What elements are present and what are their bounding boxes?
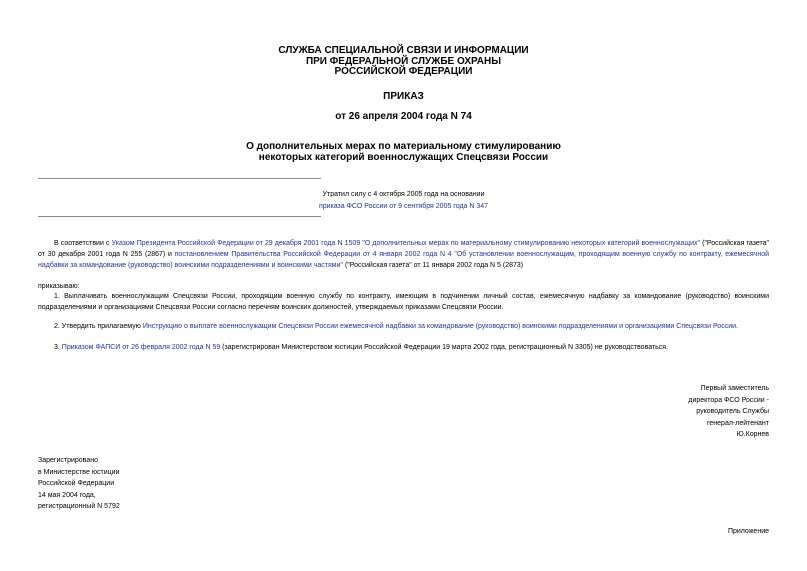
order-subject (0, 141, 807, 163)
signature-line-1: Первый заместитель (700, 385, 769, 392)
preamble-text-2: ("Российская газета" от 30 декабря 2001 года N 255 (2867) и (38, 240, 770, 258)
item-2 (38, 321, 769, 332)
preamble-text-1: В соответствии с (54, 240, 112, 247)
item-2-prefix: 2. Утвердить прилагаемую (54, 323, 143, 330)
preamble-text-3: ("Российская газета" от 11 января 2002 года N 5 (2873) (343, 262, 524, 269)
registration-line-1: Зарегистрировано (38, 457, 98, 464)
registration-number: регистрационный N 5792 (38, 503, 120, 510)
item-3-prefix: 3. (54, 344, 62, 351)
registration-block (38, 455, 238, 513)
registration-date: 14 мая 2004 года, (38, 491, 96, 499)
registration-line-3: Российской Федерации (38, 480, 115, 487)
issuer-line-1: СЛУЖБА СПЕЦИАЛЬНОЙ СВЯЗИ И ИНФОРМАЦИИ (278, 45, 529, 56)
subject-line-1: О дополнительных мерах по материальному стимулированию (246, 141, 561, 152)
signature-line-3: руководитель Службы (696, 408, 769, 415)
item-3-suffix: (зарегистрирован Министерством юстиции Российской Федерации 19 марта 2002 года, регистрационный N 3305) не руководствоваться. (220, 344, 669, 351)
decree-link[interactable]: Указом Президента Российской Федерации от 29 декабря 2001 года N 1509 "О дополнительных мерах по материальному стимулированию некоторых категорий военнослужащих" (111, 240, 700, 247)
item-3 (38, 342, 769, 353)
appendix-label: Приложение (727, 528, 769, 535)
signature-line-4: генерал-лейтенант (707, 419, 769, 427)
signature-name: Ю.Корнев (736, 431, 769, 438)
order-word: приказываю: (38, 283, 80, 290)
item-1: 1. Выплачивать военнослужащим Спецсвязи России, проходящим военную службу по контракту, имеющим в подчинении личный состав, ежемесячную надбавку за командование (руководство) воинскими подразделениями и организациями Спецсвязи России согласно перечням воинских должностей, утверждаемых приказами Спецсвязи России. (38, 293, 769, 311)
fapsi-order-link[interactable]: Приказом ФАПСИ от 26 февраля 2002 года N 59 (61, 344, 221, 351)
divider-bottom (38, 216, 321, 217)
signature-line-2: директора ФСО России - (688, 396, 769, 404)
order-label: ПРИКАЗ (383, 91, 424, 102)
repeal-note (0, 189, 807, 213)
signature-block (540, 383, 769, 441)
subject-line-2: некоторых категорий военнослужащих Спецсвязи России (258, 152, 549, 163)
item-2-suffix: . (736, 323, 738, 330)
issuer-line-3: РОССИЙСКОЙ ФЕДЕРАЦИИ (334, 66, 473, 77)
registration-line-2: в Министерстве юстиции (38, 468, 120, 476)
order-date: от 26 апреля 2004 года N 74 (335, 111, 472, 122)
resolution-link[interactable]: постановлением Правительства Российской Федерации от 4 января 2002 года N 4 "Об установлении военнослужащим, проходящим военную службу по контракту, ежемесячной надбавки за командование (руководство) воинскими подразделениями и воинскими частями" (38, 251, 769, 269)
issuer-line-2: ПРИ ФЕДЕРАЛЬНОЙ СЛУЖБЕ ОХРАНЫ (305, 55, 502, 67)
issuer-header (0, 46, 807, 78)
repeal-note-link[interactable]: приказа ФСО России от 9 сентября 2005 года N 347 (318, 203, 489, 210)
preamble-paragraph (38, 238, 769, 271)
instruction-link[interactable]: Инструкцию о выплате военнослужащим Спецсвязи России ежемесячной надбавки за командование (руководство) воинскими подразделениями и организациями Спецсвязи России (142, 323, 737, 330)
divider-top (38, 178, 321, 179)
repeal-note-text: Утратил силу с 4 октября 2005 года на основании (322, 191, 485, 198)
